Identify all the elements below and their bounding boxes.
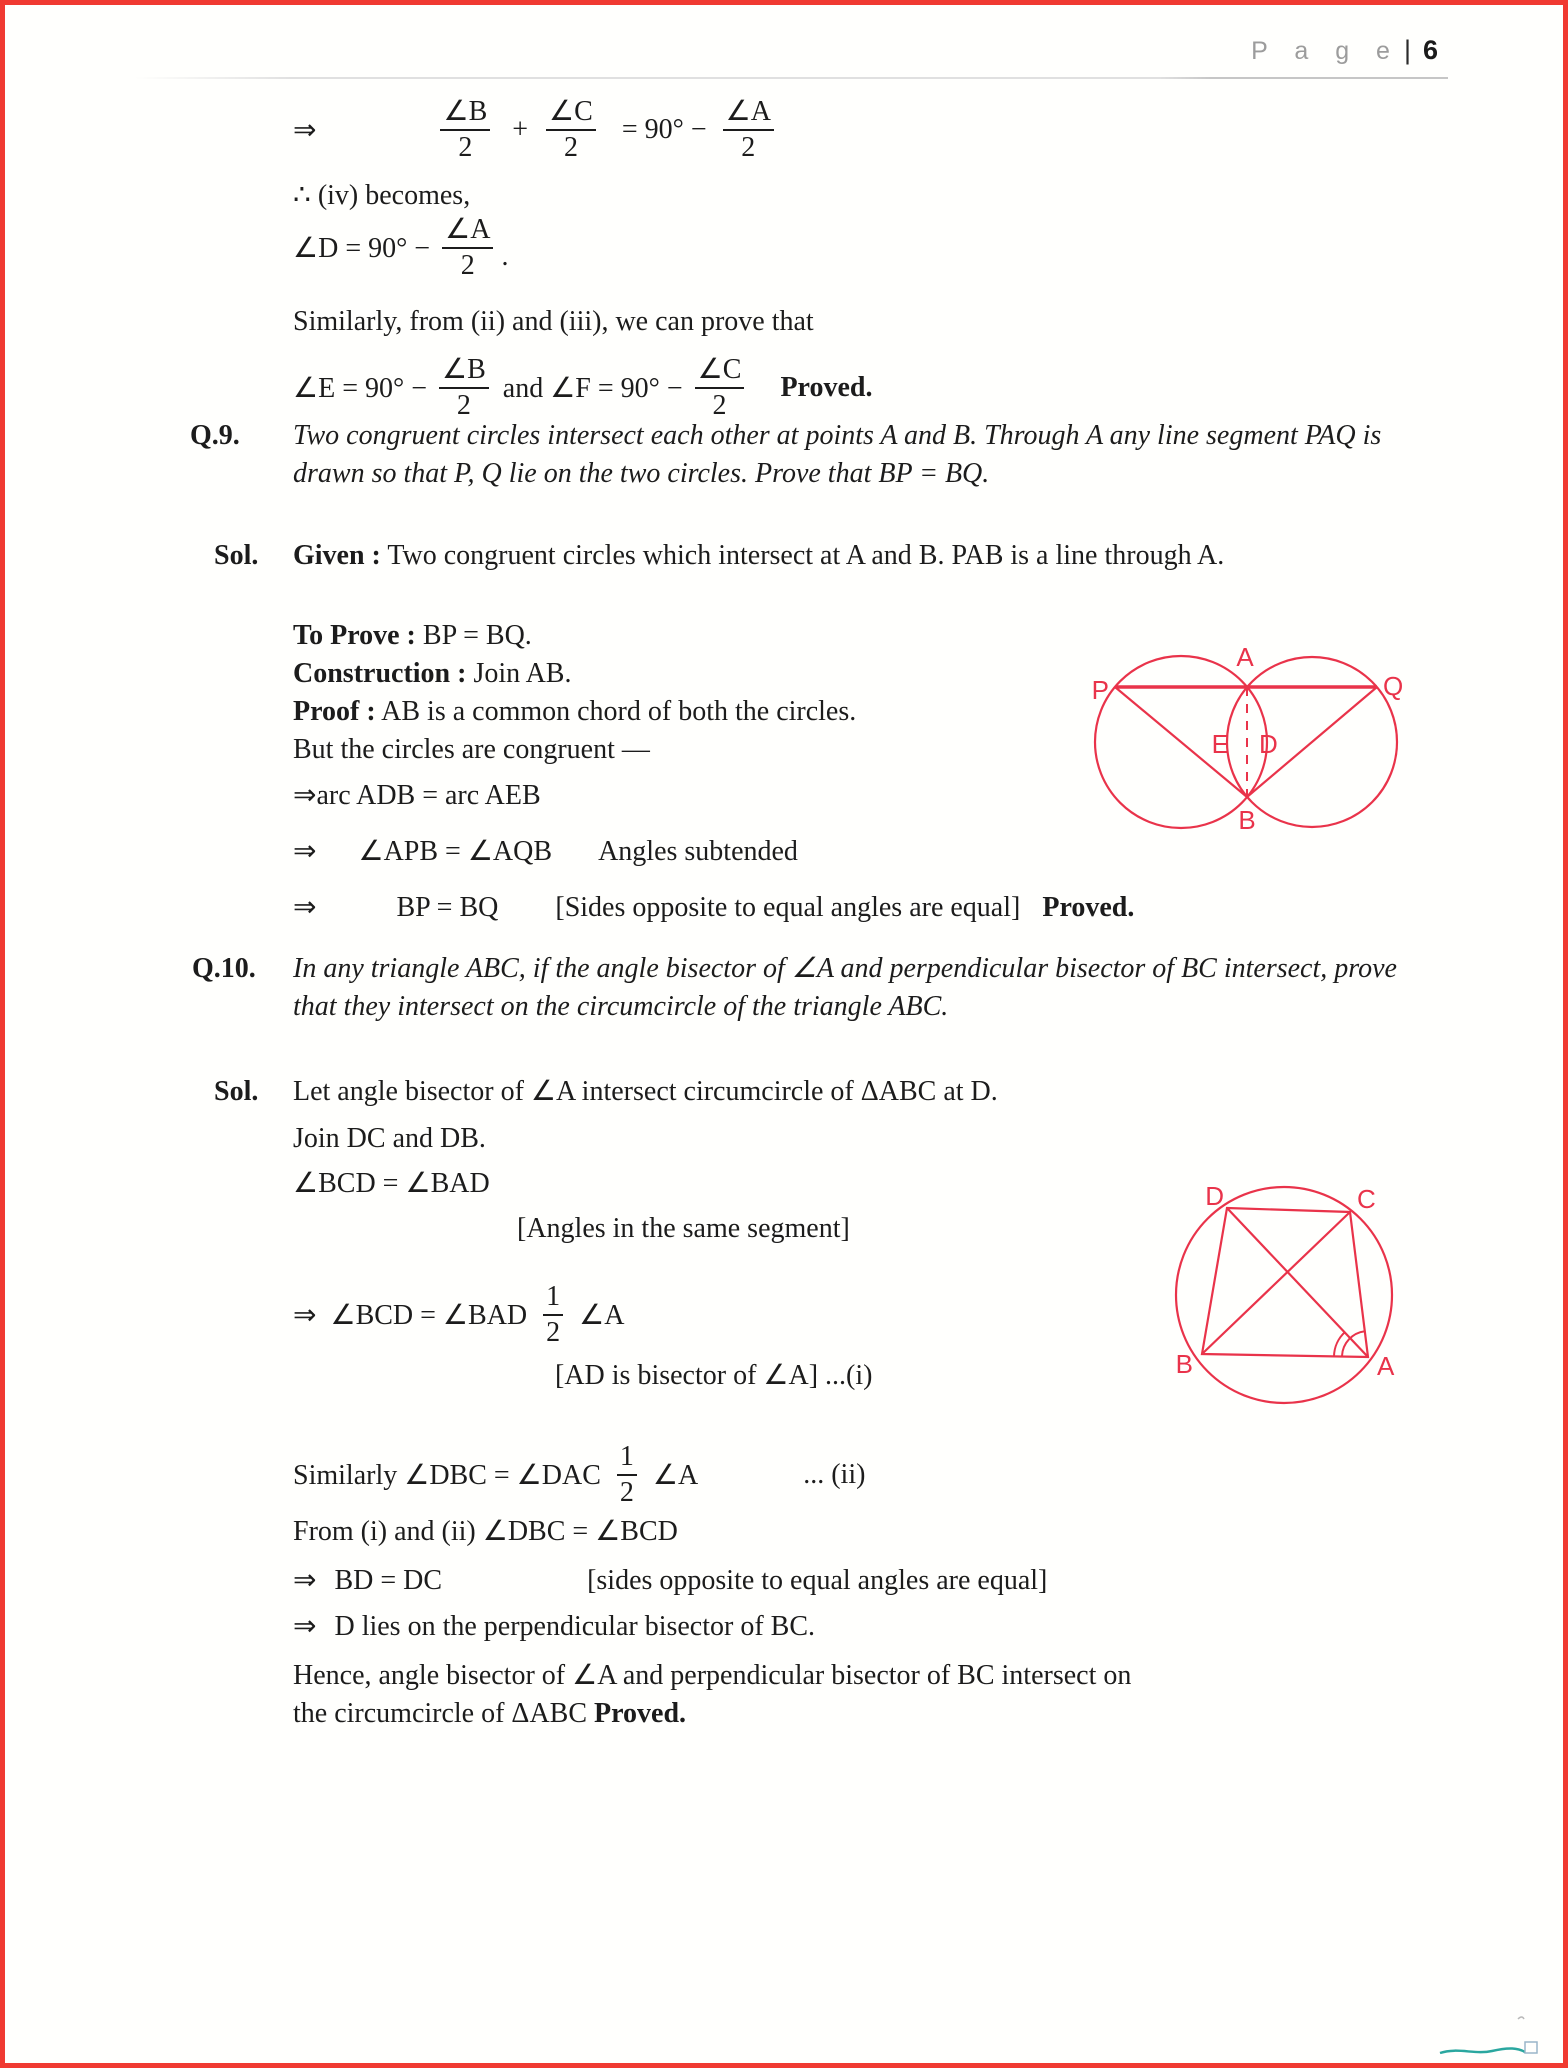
bp-equation: BP = BQ xyxy=(396,892,499,923)
diagram-circumcircle xyxy=(1155,1175,1425,1420)
scribble-tick xyxy=(1518,2017,1524,2019)
bp-note: [Sides opposite to equal angles are equal] xyxy=(555,892,1021,923)
equals-90: = 90° − xyxy=(621,114,707,145)
corner-scribble xyxy=(1430,2005,1555,2065)
sol9-congruent-line: But the circles are congruent — xyxy=(293,734,650,765)
proved-label: Proved. xyxy=(594,1698,687,1729)
point-label-C: C xyxy=(1357,1184,1376,1214)
diagram-congruent-circles xyxy=(1085,645,1415,845)
q9-label: Q.9. xyxy=(190,420,240,451)
proved-label: Proved. xyxy=(1042,892,1135,923)
to-prove-text: BP = BQ. xyxy=(415,620,532,651)
sol10-line11: Hence, angle bisector of ∠A and perpendicular bisector of BC intersect on xyxy=(293,1660,1132,1691)
sol9-apb-line xyxy=(293,833,798,871)
point-label-Q: Q xyxy=(1383,671,1404,701)
plus-sign: + xyxy=(512,114,529,145)
therefore-line: ∴ (iv) becomes, xyxy=(293,180,471,211)
proved-label: Proved. xyxy=(780,372,873,403)
angleF-equation: and ∠F = 90° − xyxy=(502,373,683,404)
fraction-1-2: $\frac{1}{2}$ xyxy=(617,1442,637,1508)
q10-label: Q.10. xyxy=(192,953,256,984)
fraction-angleB-2: $\frac{\angle B}{2}$ xyxy=(439,355,489,421)
angleD-equation: ∠D = 90° − xyxy=(293,233,431,264)
implies-arrow: ⇒ xyxy=(293,115,317,146)
sol10-line1: Let angle bisector of ∠A intersect circumcircle of ΔABC at D. xyxy=(293,1076,998,1107)
given-text: Two congruent circles which intersect at A and B. PAB is a line through A. xyxy=(380,540,1225,571)
fraction-angleB-2: $\frac{\angle B}{2}$ xyxy=(440,97,490,163)
proof-label: Proof : xyxy=(293,696,376,727)
circumcircle-text: the circumcircle of ΔABC xyxy=(293,1698,595,1729)
sol9-to-prove xyxy=(293,617,532,655)
to-prove-label: To Prove : xyxy=(293,620,416,651)
scribble-wave xyxy=(1440,2048,1525,2053)
bcd-equation: ∠BCD = ∠BAD xyxy=(330,1300,528,1331)
apb-note: Angles subtended xyxy=(598,836,798,867)
math-line-sum xyxy=(293,93,774,167)
sol10-math-bcd xyxy=(293,1278,624,1352)
angleA-term: ∠A xyxy=(652,1460,699,1491)
point-label-A: A xyxy=(1236,645,1254,672)
sol9-arc-line: ⇒arc ADB = arc AEB xyxy=(293,780,541,811)
sol10-line12 xyxy=(293,1695,686,1733)
math-line-angleD xyxy=(293,211,508,285)
angleE-equation: ∠E = 90° − xyxy=(293,373,427,404)
proof-text: AB is a common chord of both the circles. xyxy=(375,696,857,727)
construction-text: Join AB. xyxy=(466,658,572,689)
sol10-line9 xyxy=(293,1562,1047,1600)
bd-note: [sides opposite to equal angles are equal] xyxy=(587,1565,1048,1596)
fraction-angleC-2: $\frac{\angle C}{2}$ xyxy=(546,97,596,163)
page-label: P a g e xyxy=(1251,37,1400,65)
diagonal-DA xyxy=(1227,1208,1368,1357)
implies-arrow: ⇒ xyxy=(293,836,317,867)
sol10-note-same-segment: [Angles in the same segment] xyxy=(517,1213,850,1244)
page-header xyxy=(1251,35,1438,66)
sol9-construction xyxy=(293,655,571,693)
sol9-bp-line xyxy=(293,889,1134,927)
point-label-B: B xyxy=(1175,1349,1193,1379)
q10-question-text: In any triangle ABC, if the angle bisector of ∠A and perpendicular bisector of BC intersect, prove that they intersect on the circumcircle of the triangle ABC. xyxy=(293,953,1397,1022)
point-label-P: P xyxy=(1091,675,1109,705)
point-label-E: E xyxy=(1211,729,1229,759)
fraction-angleA-2: $\frac{\angle A}{2}$ xyxy=(723,97,774,163)
similarly-line: Similarly, from (ii) and (iii), we can prove that xyxy=(293,306,814,337)
ref-ii: ... (ii) xyxy=(803,1459,866,1490)
construction-label: Construction : xyxy=(293,658,467,689)
point-label-D: D xyxy=(1259,729,1278,759)
point-label-D: D xyxy=(1205,1181,1224,1211)
fraction-angleC-2: $\frac{\angle C}{2}$ xyxy=(695,355,745,421)
sol10-line3: ∠BCD = ∠BAD xyxy=(293,1168,490,1199)
d-lies-text: D lies on the perpendicular bisector of BC. xyxy=(334,1611,816,1642)
period: . xyxy=(501,241,509,272)
implies-arrow: ⇒ xyxy=(293,1300,317,1331)
sol10-label: Sol. xyxy=(214,1076,259,1107)
sol9-given xyxy=(293,537,1418,575)
fraction-angleA-2: $\frac{\angle A}{2}$ xyxy=(442,215,493,281)
dbc-equation: Similarly ∠DBC = ∠DAC xyxy=(293,1460,601,1491)
implies-arrow: ⇒ xyxy=(293,1611,317,1642)
apb-equation: ∠APB = ∠AQB xyxy=(358,836,553,867)
header-rule xyxy=(135,77,1448,79)
header-separator: | xyxy=(1403,35,1411,65)
math-line-angleEF xyxy=(293,351,872,425)
implies-arrow: ⇒ xyxy=(293,1565,317,1596)
sol10-note-ad-bisector: [AD is bisector of ∠A] ...(i) xyxy=(555,1360,873,1391)
fraction-1-2: $\frac{1}{2}$ xyxy=(543,1282,563,1348)
q9-question-text: Two congruent circles intersect each other at points A and B. Through A any line segment PAQ is drawn so that P, Q lie on the two circles. Prove that BP = BQ. xyxy=(293,420,1382,489)
sol10-line8: From (i) and (ii) ∠DBC = ∠BCD xyxy=(293,1516,678,1547)
sol10-line10 xyxy=(293,1608,815,1646)
diagonal-BC xyxy=(1202,1212,1350,1354)
scribble-square xyxy=(1525,2042,1537,2053)
sol9-proof xyxy=(293,693,856,731)
sol9-label: Sol. xyxy=(214,540,259,571)
point-label-B: B xyxy=(1238,805,1256,835)
sol10-math-dbc xyxy=(293,1438,865,1512)
angleA-term: ∠A xyxy=(579,1300,625,1331)
sol10-line2: Join DC and DB. xyxy=(293,1123,486,1154)
given-label: Given : xyxy=(293,540,381,571)
angle-arc-outer xyxy=(1334,1332,1345,1357)
bd-equation: BD = DC xyxy=(334,1565,443,1596)
page-number: 6 xyxy=(1422,35,1438,65)
point-label-A: A xyxy=(1377,1351,1395,1381)
implies-arrow: ⇒ xyxy=(293,892,317,923)
angle-arc-inner xyxy=(1342,1331,1365,1356)
